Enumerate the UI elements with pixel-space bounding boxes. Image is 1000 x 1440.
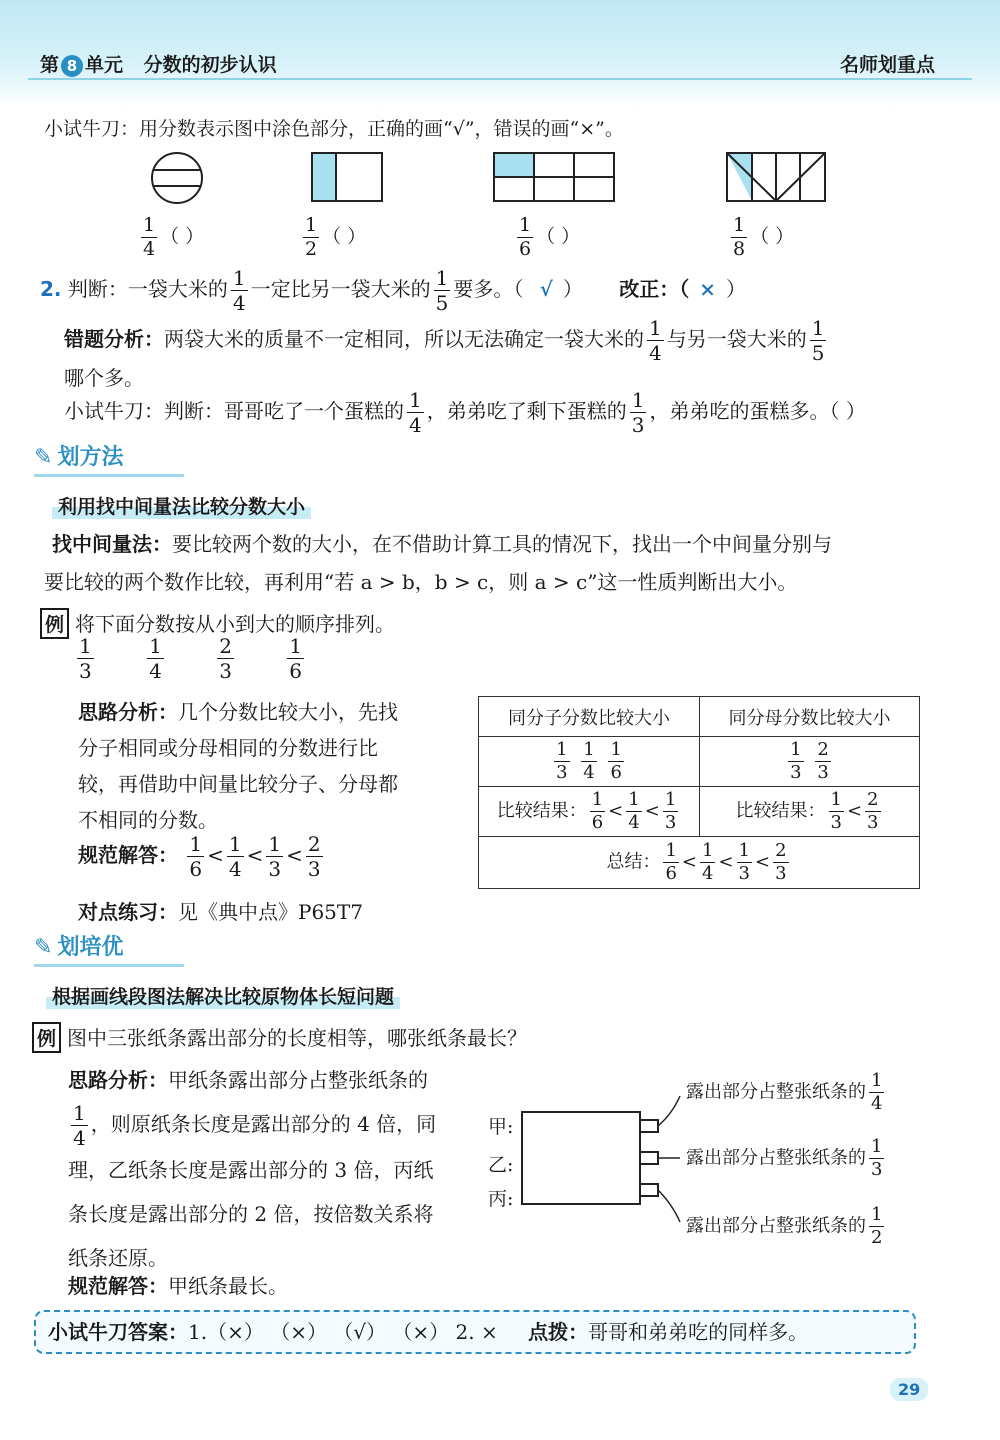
unit-suffix: 单元 xyxy=(85,54,124,76)
error-analysis: 错题分析：两袋大米的质量不一定相同，所以无法确定一袋大米的 $\frac{1}{4}$ 与另一袋大米的 $\frac{1}{5}$ xyxy=(64,316,825,365)
brand-title: 名师划重点 xyxy=(840,54,936,76)
answers-text: 1.（×） （×） （√） （×） 2. × xyxy=(188,1320,498,1344)
method-solution: 规范解答： $\frac{1}{6}$ < $\frac{1}{4}$ < $\frac{1}{3}$ < $\frac{2}{3}$ xyxy=(78,832,321,881)
pencil-icon: ✎ xyxy=(34,445,53,470)
grid-shade xyxy=(494,153,534,177)
callout-1: 露出部分占整张纸条的 $\frac{1}{4}$ xyxy=(686,1070,883,1114)
method-definition-1: 找中间量法：要比较两个数的大小，在不借助计算工具的情况下，找出一个中间量分别与 xyxy=(52,532,832,556)
advanced-section-badge xyxy=(34,930,184,967)
fix-mark: × xyxy=(699,277,716,301)
callout-2: 露出部分占整张纸条的 $\frac{1}{3}$ xyxy=(686,1136,883,1180)
advanced-solution: 规范解答：甲纸条最长。 xyxy=(68,1274,288,1298)
triangle-figure xyxy=(727,153,825,201)
callout-line-1 xyxy=(658,1096,680,1126)
strip-label-yi: 乙: xyxy=(488,1154,514,1176)
shading-figures xyxy=(140,148,860,208)
method-section-badge xyxy=(34,440,184,477)
question-number: 2. xyxy=(40,277,62,301)
answer-blank[interactable]: （ ） xyxy=(536,225,581,248)
strip-label-bing: 丙: xyxy=(488,1188,514,1210)
example-fractions: $\frac{1}{3}$ $\frac{1}{4}$ $\frac{2}{3}$ $\frac{1}{6}$ xyxy=(79,634,303,683)
unit-number-badge: 8 xyxy=(61,55,83,77)
advanced-thinking: 思路分析：甲纸条露出部分占整张纸条的 $\frac{1}{4}$ ，则原纸条长度是露出部分的 4 倍，同 理，乙纸条长度是露出部分的 3 倍，丙纸 条长度是露出部分的 2 倍，按倍数关系将 纸条还原。 xyxy=(68,1068,437,1270)
hint-label: 点拨： xyxy=(528,1320,589,1344)
question-2: 2. 判断：一袋大米的 $\frac{1}{4}$ 一定比另一袋大米的 $\frac{1}{5}$ 要多。（ √ ） 改正：（ × ） xyxy=(40,266,746,315)
grid-figure xyxy=(494,153,614,201)
definition-label: 找中间量法： xyxy=(52,532,172,556)
practice1-prompt: 小试牛刀：用分数表示图中涂色部分，正确的画“√”，错误的画“×”。 xyxy=(44,118,624,140)
method-section-title: 划方法 xyxy=(57,445,124,470)
unit-heading xyxy=(40,50,277,77)
fix-label: 改正：（ xyxy=(619,277,690,301)
table-col1-fractions: $\frac{1}{3}$ $\frac{1}{4}$ $\frac{1}{6}$ xyxy=(479,737,700,787)
practice1-item-2: $\frac{1}{2}$ （ ） xyxy=(305,214,367,260)
practice1-item-3: $\frac{1}{6}$ （ ） xyxy=(519,214,581,260)
page-number: 29 xyxy=(890,1378,928,1401)
comparison-table xyxy=(478,696,920,889)
table-summary: 总结： $\frac{1}{6}$ < $\frac{1}{4}$ < $\frac{1}{3}$ < $\frac{2}{3}$ xyxy=(479,837,920,889)
answers-label: 小试牛刀答案： xyxy=(48,1320,188,1344)
method-practice: 对点练习：见《典中点》P65T7 xyxy=(78,900,363,924)
table-header-col2: 同分母分数比较大小 xyxy=(700,697,920,737)
practice1-item-4: $\frac{1}{8}$ （ ） xyxy=(733,214,795,260)
table-header-col1: 同分子分数比较大小 xyxy=(479,697,700,737)
practice-label: 对点练习： xyxy=(78,900,178,924)
rect-half-shade xyxy=(312,153,336,201)
unit-prefix: 第 xyxy=(40,54,60,76)
callout-line-3 xyxy=(658,1190,680,1222)
example-tag: 例 xyxy=(32,1022,61,1053)
strip-bing-tab xyxy=(640,1184,658,1196)
circle-figure xyxy=(152,153,202,203)
error-analysis-end: 哪个多。 xyxy=(64,366,144,390)
solution-label: 规范解答： xyxy=(78,843,178,867)
answer-mark: √ xyxy=(539,277,553,301)
strip-jia-tab xyxy=(640,1120,658,1132)
advanced-example: 例 图中三张纸条露出部分的长度相等，哪张纸条最长？ xyxy=(32,1022,527,1053)
strip-yi-tab xyxy=(640,1152,658,1164)
solution-label: 规范解答： xyxy=(68,1274,168,1298)
thinking-label: 思路分析： xyxy=(68,1068,168,1092)
triangle-shade xyxy=(727,153,752,201)
table-col2-result: 比较结果： $\frac{1}{3}$ < $\frac{2}{3}$ xyxy=(700,787,920,837)
rect-half-figure xyxy=(312,153,382,201)
answer-blank[interactable]: （ ） xyxy=(322,225,367,248)
method-example: 例 将下面分数按从小到大的顺序排列。 xyxy=(40,608,395,639)
callout-3: 露出部分占整张纸条的 $\frac{1}{2}$ xyxy=(686,1204,883,1248)
advanced-subtitle: 根据画线段图法解决比较原物体长短问题 xyxy=(46,982,400,1009)
table-col2-fractions: $\frac{1}{3}$ $\frac{2}{3}$ xyxy=(700,737,920,787)
practice2: 小试牛刀：判断：哥哥吃了一个蛋糕的 $\frac{1}{4}$ ，弟弟吃了剩下蛋糕的 $\frac{1}{3}$ ，弟弟吃的蛋糕多。（ ） xyxy=(64,388,866,437)
table-col1-result: 比较结果： $\frac{1}{6}$ < $\frac{1}{4}$ < $\frac{1}{3}$ xyxy=(479,787,700,837)
practice1-item-1: $\frac{1}{4}$ （ ） xyxy=(143,214,205,260)
hint-text: 哥哥和弟弟吃的同样多。 xyxy=(588,1320,809,1344)
strip-label-jia: 甲: xyxy=(488,1116,514,1138)
advanced-section-title: 划培优 xyxy=(57,935,124,960)
answer-blank[interactable]: （ ） xyxy=(750,225,795,248)
answer-blank[interactable]: （ ） xyxy=(160,225,205,248)
method-subtitle: 利用找中间量法比较分数大小 xyxy=(52,492,311,519)
paper-stack xyxy=(522,1112,640,1204)
method-definition-2: 要比较的两个数作比较，再利用“若 a > b，b > c，则 a > c”这一性质判断出大小。 xyxy=(44,570,798,594)
error-analysis-label: 错题分析： xyxy=(64,327,164,351)
answers-box xyxy=(34,1310,916,1354)
pencil-icon: ✎ xyxy=(34,935,53,960)
example-tag: 例 xyxy=(40,608,69,639)
unit-title: 分数的初步认识 xyxy=(143,54,277,76)
method-thinking: 思路分析：几个分数比较大小，先找 分子相同或分母相同的分数进行比 较，再借助中间量比较分子、分母都 不相同的分数。 xyxy=(78,700,398,832)
paper-strip-diagram xyxy=(486,1074,686,1254)
thinking-label: 思路分析： xyxy=(78,700,178,724)
